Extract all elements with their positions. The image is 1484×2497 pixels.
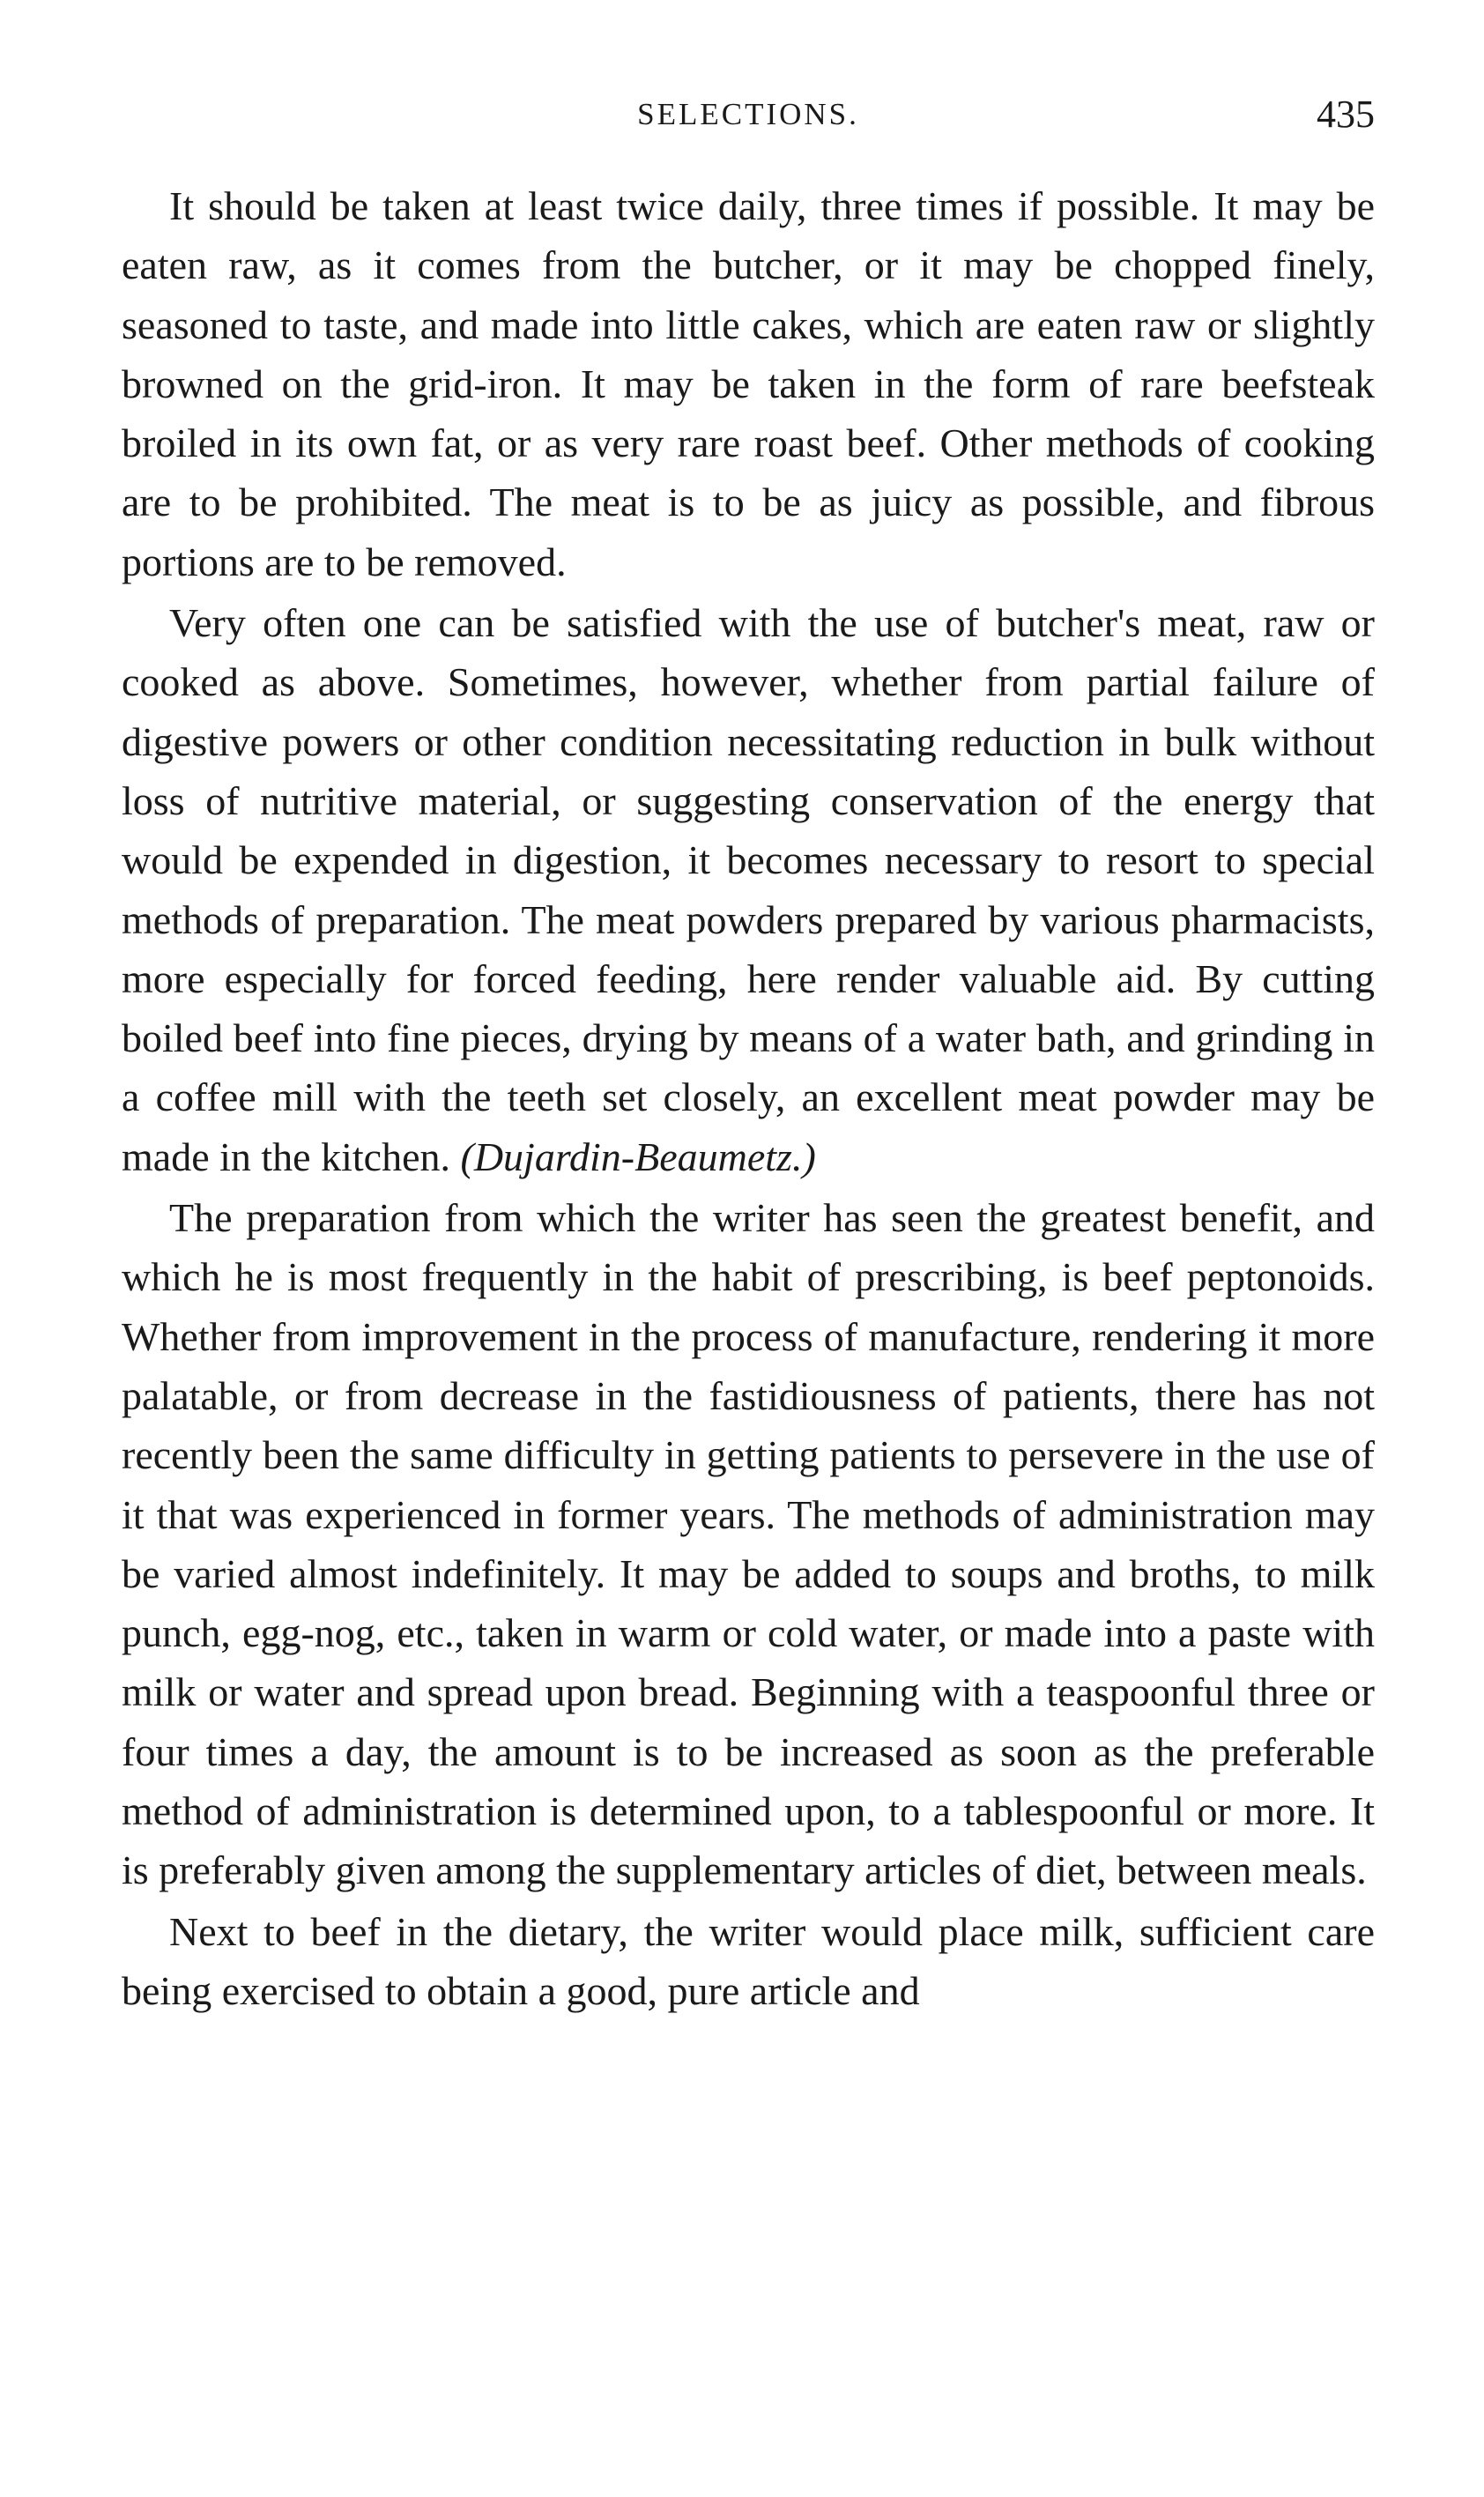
running-head bbox=[122, 88, 1375, 141]
running-title: SELECTIONS. bbox=[637, 97, 859, 131]
paragraph-text: Very often one can be satisfied with the use of butcher's meat, raw or cooked as above. Sometimes, however, whether from partial failure of digestive powers or other condition necessitating reduction in bulk without loss of nutritive material, or suggesting conservation of the energy that would be expended in digestion, it becomes necessary to resort to special methods of preparation. The meat powders prepared by various pharmacists, more especially for forced feeding, here render valuable aid. By cutting boiled beef into fine pieces, drying by means of a water bath, and grinding in a coffee mill with the teeth set closely, an excellent meat powder may be made in the kitchen. bbox=[122, 600, 1375, 1179]
page-number: 435 bbox=[1317, 93, 1375, 136]
citation: (Dujardin-Beaumetz.) bbox=[460, 1133, 816, 1179]
paragraph-meat-powders bbox=[122, 593, 1375, 1186]
paragraph-text: It should be taken at least twice daily, three times if possible. It may be eaten raw, as it comes from the butcher, or it may be chopped finely, seasoned to taste, and made into little cakes, which are eaten raw or slightly browned on the grid-iron. It may be taken in the form of rare beefsteak broiled in its own fat, or as very rare roast beef. Other methods of cooking are to be prohibited. The meat is to be as juicy as possible, and fibrous portions are to be removed. bbox=[122, 183, 1375, 584]
paragraph-milk bbox=[122, 1902, 1375, 2021]
paragraph-beef-preparation bbox=[122, 176, 1375, 591]
paragraph-text: The preparation from which the writer has seen the greatest benefit, and which he is most frequently in the habit of prescribing, is beef peptonoids. Whether from improvement in the process of manufacture, rendering it more palatable, or from decrease in the fastidiousness of patients, there has not recently been the same difficulty in getting patients to persevere in the use of it that was experienced in former years. The methods of administration may be varied almost indefinitely. It may be added to soups and broths, to milk punch, egg-nog, etc., taken in warm or cold water, or made into a paste with milk or water and spread upon bread. Beginning with a teaspoonful three or four times a day, the amount is to be increased as soon as the preferable method of administration is determined upon, to a tablespoonful or more. It is preferably given among the supplementary articles of diet, between meals. bbox=[122, 1195, 1375, 1893]
paragraph-beef-peptonoids bbox=[122, 1188, 1375, 1900]
paragraph-text: Next to beef in the dietary, the writer would place milk, sufficient care being exercised to obtain a good, pure article and bbox=[122, 1908, 1375, 2013]
body-text bbox=[122, 176, 1375, 2020]
